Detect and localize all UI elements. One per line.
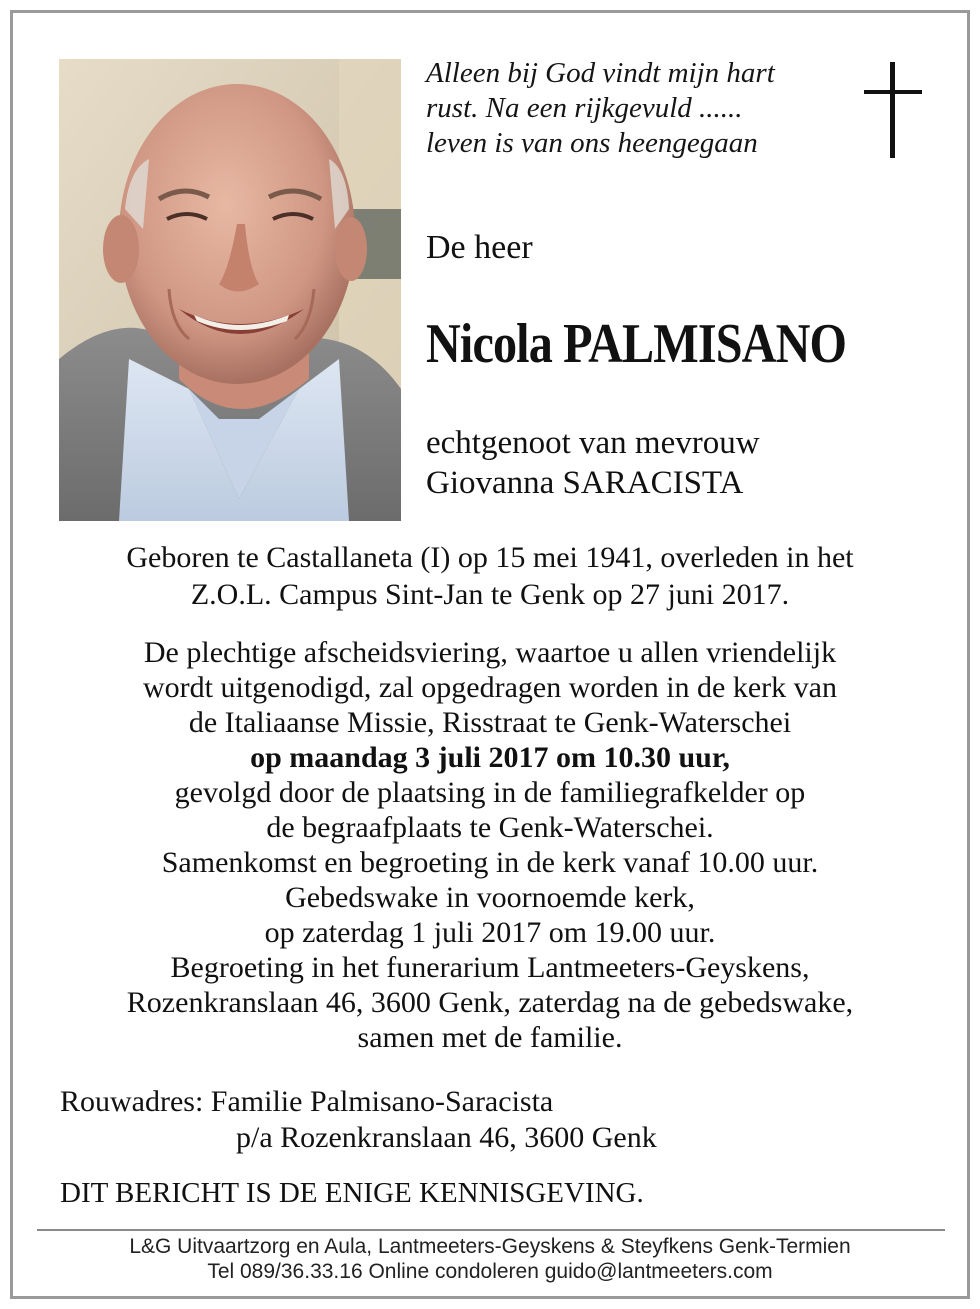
birth-line: Geboren te Castallaneta (I) op 15 mei 1941, overleden in het <box>126 541 854 574</box>
mourning-address <box>60 1084 657 1156</box>
spouse-info <box>426 423 760 503</box>
latin-cross-icon <box>864 62 922 158</box>
ceremony-line: gevolgd door de plaatsing in de familiegrafkelder op <box>174 776 806 809</box>
ceremony-date: op maandag 3 juli 2017 om 10.30 uur, <box>250 741 730 774</box>
ceremony-line: De plechtige afscheidsviering, waartoe u allen vriendelijk <box>143 636 837 669</box>
ceremony-line: Samenkomst en begroeting in de kerk vanaf 10.00 uur. <box>161 846 819 879</box>
footer-line: Tel 089/36.33.16 Online condoleren guido@lantmeeters.com <box>207 1260 773 1283</box>
footer-line: L&G Uitvaartzorg en Aula, Lantmeeters-Geyskens & Steyfkens Genk-Termien <box>129 1235 851 1258</box>
divider <box>37 1229 945 1231</box>
address-line: p/a Rozenkranslaan 46, 3600 Genk <box>236 1121 657 1154</box>
spouse-relation: echtgenoot van mevrouw <box>426 425 760 461</box>
portrait-image <box>59 59 401 521</box>
ceremony-line: wordt uitgenodigd, zal opgedragen worden in de kerk van <box>143 671 837 704</box>
address-line: Rouwadres: Familie Palmisano-Saracista <box>60 1085 554 1118</box>
quote-line: leven is van ons heengegaan <box>426 127 758 159</box>
birth-death-details <box>30 539 950 613</box>
ceremony-line: Begroeting in het funerarium Lantmeeters-Geyskens, <box>170 951 810 984</box>
death-line: Z.O.L. Campus Sint-Jan te Genk op 27 juni 2017. <box>190 578 790 611</box>
ceremony-line: Rozenkranslaan 46, 3600 Genk, zaterdag na de gebedswake, <box>126 986 854 1019</box>
quote-line: rust. Na een rijkgevuld ...... <box>426 92 743 124</box>
ceremony-line: Gebedswake in voornoemde kerk, <box>285 881 695 914</box>
portrait-photo <box>59 59 401 521</box>
honorific: De heer <box>426 229 533 266</box>
deceased-name: Nicola PALMISANO <box>426 313 847 375</box>
ceremony-line: op zaterdag 1 juli 2017 om 19.00 uur. <box>264 916 716 949</box>
notice-statement: DIT BERICHT IS DE ENIGE KENNISGEVING. <box>60 1177 644 1209</box>
quote-line: Alleen bij God vindt mijn hart <box>426 57 775 89</box>
ceremony-details <box>30 635 950 1055</box>
ceremony-line: de begraafplaats te Genk-Waterschei. <box>266 811 714 844</box>
opening-quote <box>426 56 846 161</box>
spouse-name: Giovanna SARACISTA <box>426 465 744 501</box>
funeral-home-footer <box>30 1234 950 1284</box>
ceremony-line: de Italiaanse Missie, Risstraat te Genk-Waterschei <box>188 706 792 739</box>
ceremony-line: samen met de familie. <box>357 1021 623 1054</box>
